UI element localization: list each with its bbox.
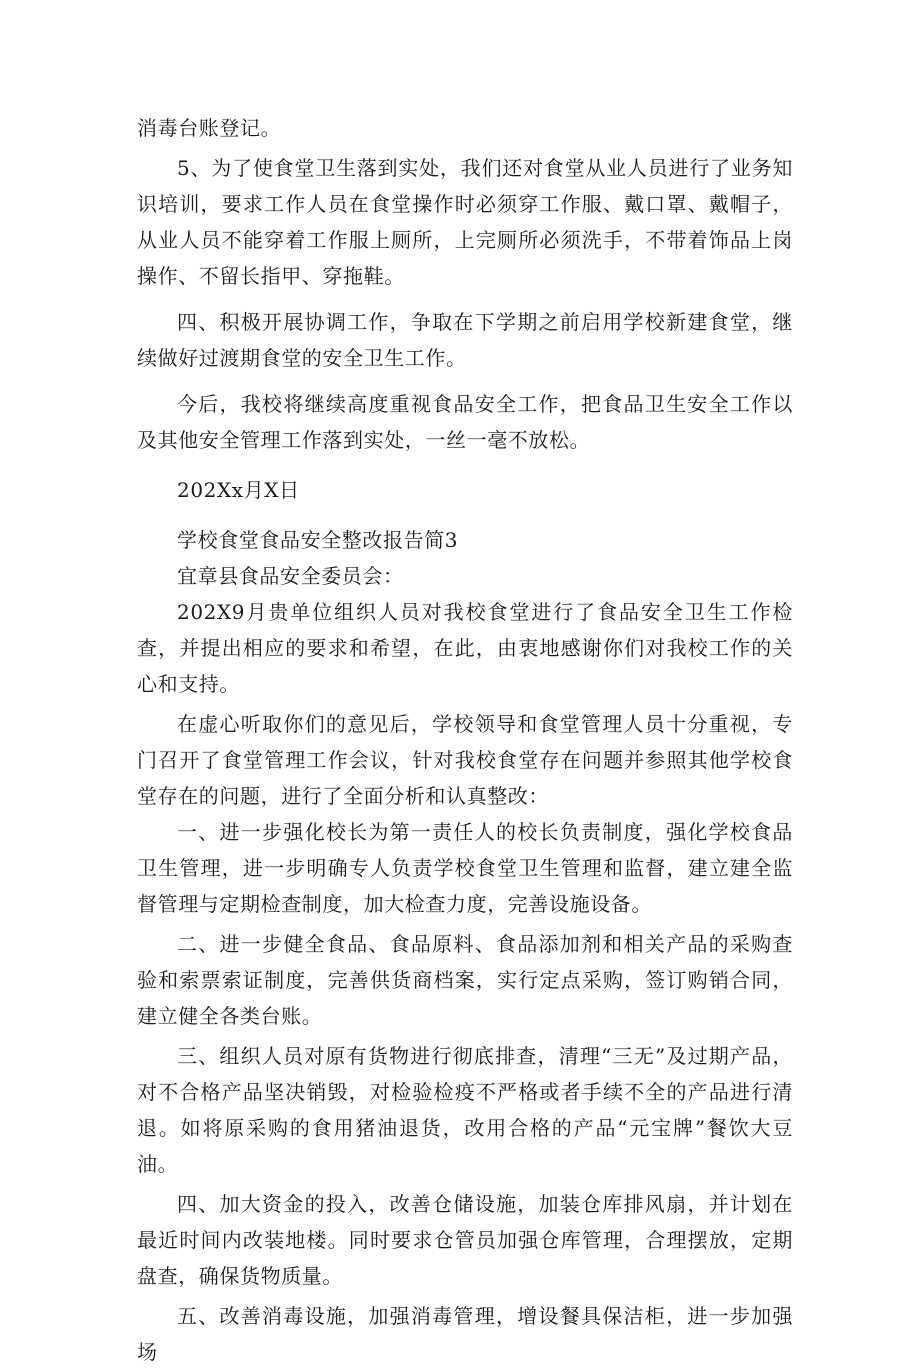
salutation: 宜章县食品安全委员会： [177,564,404,588]
paragraph-intro: 202X9月贵单位组织人员对我校食堂进行了食品安全卫生工作检查，并提出相应的要求和希望，在此，由衷地感谢你们对我校工作的关心和支持。 [137,600,793,696]
document-body [137,110,793,1370]
paragraph-response: 在虚心听取你们的意见后，学校领导和食堂管理人员十分重视，专门召开了食堂管理工作会议，针对我校食堂存在问题并参照其他学校食堂存在的问题，进行了全面分析和认真整改： [137,712,793,808]
date-line: 202Xx月X日 [177,478,300,502]
paragraph-measure-5: 五、改善消毒设施，加强消毒管理，增设餐具保洁柜，进一步加强场 [137,1304,793,1364]
paragraph-item-5: 5、为了使食堂卫生落到实处，我们还对食堂从业人员进行了业务知识培训，要求工作人员在食堂操作时必须穿工作服、戴口罩、戴帽子，从业人员不能穿着工作服上厕所，上完厕所必须洗手，不带着饰品上岗操作、不留长指甲、穿拖鞋。 [137,156,793,288]
paragraph-measure-4: 四、加大资金的投入，改善仓储设施，加装仓库排风扇，并计划在最近时间内改装地楼。同时要求仓管员加强仓库管理，合理摆放，定期盘查，确保货物质量。 [137,1192,793,1288]
paragraph-measure-2: 二、进一步健全食品、食品原料、食品添加剂和相关产品的采购查验和索票索证制度，完善供货商档案，实行定点采购，签订购销合同，建立健全各类台账。 [137,932,793,1028]
paragraph-section-4: 四、积极开展协调工作，争取在下学期之前启用学校新建食堂，继续做好过渡期食堂的安全卫生工作。 [137,310,793,370]
paragraph-conclusion: 今后，我校将继续高度重视食品安全工作，把食品卫生安全工作以及其他安全管理工作落到实处，一丝一毫不放松。 [137,392,793,452]
paragraph-measure-1: 一、进一步强化校长为第一责任人的校长负责制度，强化学校食品卫生管理，进一步明确专人负责学校食堂卫生管理和监督，建立建全监督管理与定期检查制度，加大检查力度，完善设施设备。 [137,820,793,916]
report-title: 学校食堂食品安全整改报告简3 [177,528,459,552]
paragraph-continuation: 消毒台账登记。 [137,116,282,140]
paragraph-measure-3: 三、组织人员对原有货物进行彻底排查，清理“三无”及过期产品，对不合格产品坚决销毁，对检验检疫不严格或者手续不全的产品进行清退。如将原采购的食用猪油退货，改用合格的产品“元宝牌”餐饮大豆油。 [137,1044,793,1176]
